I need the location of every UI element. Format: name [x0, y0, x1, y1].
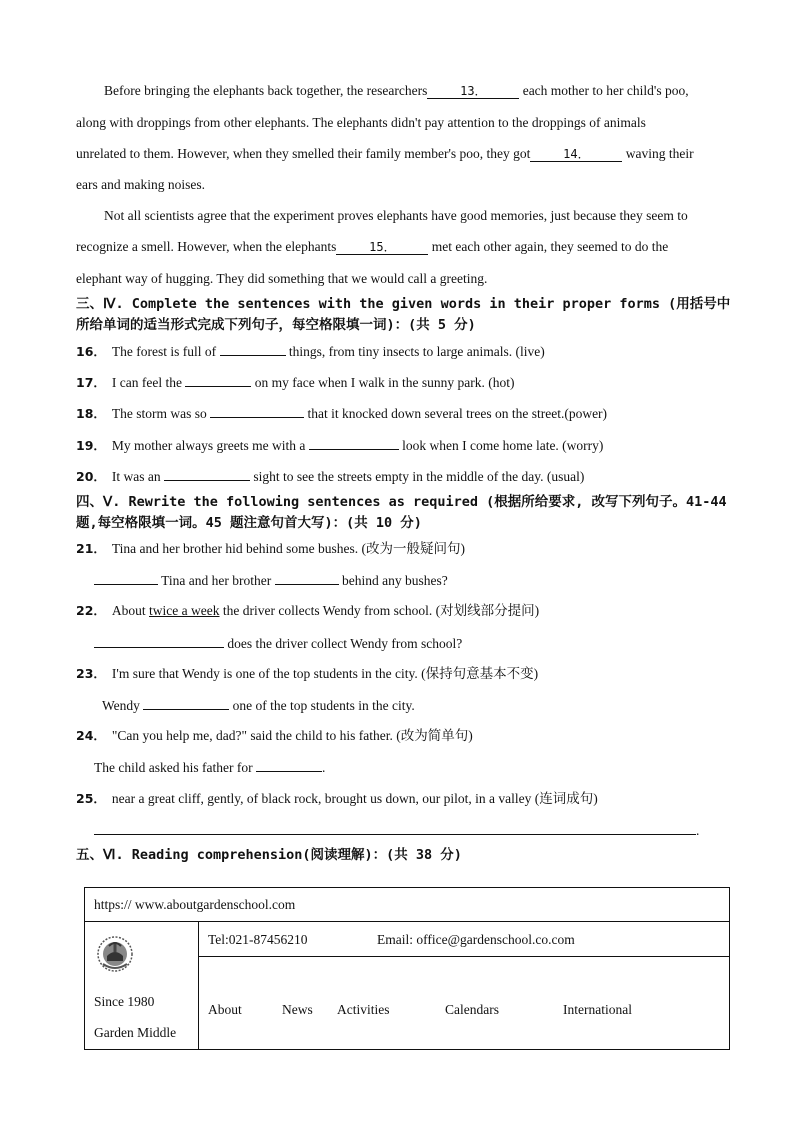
question-text: on my face when I walk in the sunny park. (hot): [254, 375, 515, 390]
question-21: [76, 540, 465, 558]
school-crest-icon: [95, 934, 135, 974]
question-text: that it knocked down several trees on the street.(power): [307, 406, 608, 421]
blank-14: [530, 147, 622, 162]
passage-line: [76, 238, 668, 256]
question-number: 20．: [76, 469, 106, 484]
passage-text: unrelated to them. However, when they smelled their family member's poo, they got: [76, 146, 531, 161]
school-name: Garden Middle: [94, 1025, 177, 1040]
question-number: 18．: [76, 406, 106, 421]
question-text: "Can you help me, dad?" said the child to his father. (改为简单句): [111, 728, 473, 743]
answer-line-24: [94, 758, 325, 777]
answer-text: Wendy: [102, 698, 140, 713]
telephone: Tel:021-87456210: [208, 932, 308, 947]
blank-15: [336, 240, 428, 255]
answer-line-25: [94, 821, 699, 840]
blank-number: 13．: [460, 84, 487, 98]
passage-line: [104, 82, 689, 100]
question-text: The storm was so: [111, 406, 207, 421]
answer-blank[interactable]: [185, 373, 251, 387]
question-number: 24．: [76, 728, 106, 743]
question-text: The forest is full of: [111, 344, 217, 359]
question-22: [76, 602, 539, 620]
question-number: 19．: [76, 438, 106, 453]
answer-line-23: [102, 696, 415, 715]
answer-text: .: [696, 823, 700, 838]
question-17: [76, 373, 515, 392]
passage-text: Before bringing the elephants back together, the researchers: [104, 83, 428, 98]
blank-number: 15．: [369, 240, 396, 254]
nav-international[interactable]: International: [563, 1002, 632, 1017]
passage-text: met each other again, they seemed to do the: [431, 239, 669, 254]
passage-text: each mother to her child's poo,: [522, 83, 689, 98]
underlined-phrase: twice a week: [149, 603, 220, 618]
nav-calendars[interactable]: Calendars: [445, 1002, 499, 1017]
blank-number: 14．: [563, 147, 590, 161]
question-number: 23．: [76, 666, 106, 681]
nav-row: [199, 957, 729, 1049]
answer-text: .: [321, 760, 326, 775]
passage-line: elephant way of hugging. They did something that we would call a greeting.: [76, 271, 488, 286]
question-text: sight to see the streets empty in the middle of the day. (usual): [253, 469, 585, 484]
answer-text: does the driver collect Wendy from school?: [227, 636, 463, 651]
question-text: It was an: [111, 469, 161, 484]
blank-13: [427, 84, 519, 99]
passage-text: recognize a smell. However, when the elephants: [76, 239, 337, 254]
question-text: near a great cliff, gently, of black rock, brought us down, our pilot, in a valley (连词成句): [111, 791, 598, 806]
question-text: About: [111, 603, 150, 618]
passage-text: waving their: [625, 146, 694, 161]
question-23: [76, 665, 538, 683]
nav-about[interactable]: About: [208, 1002, 242, 1017]
question-text: I can feel the: [111, 375, 182, 390]
school-info-cell: [85, 922, 199, 1049]
answer-blank[interactable]: [210, 404, 304, 418]
question-number: 17．: [76, 375, 106, 390]
url-row: [85, 888, 729, 922]
answer-text: one of the top students in the city.: [232, 698, 415, 713]
answer-blank[interactable]: [309, 436, 399, 450]
question-20: [76, 467, 584, 486]
nav-news[interactable]: News: [282, 1002, 313, 1017]
question-text: My mother always greets me with a: [111, 438, 306, 453]
section-4-title: 所给单词的适当形式完成下列句子，每空格限填一词)：(共 5 分): [76, 317, 476, 333]
answer-text: The child asked his father for: [94, 760, 253, 775]
answer-blank[interactable]: [94, 571, 158, 585]
answer-blank[interactable]: [164, 467, 250, 481]
contact-row: [199, 922, 729, 957]
email[interactable]: Email: office@gardenschool.co.com: [377, 932, 575, 947]
answer-text: Tina and her brother: [161, 573, 272, 588]
question-18: [76, 404, 607, 423]
website-url[interactable]: https:// www.aboutgardenschool.com: [94, 897, 296, 912]
question-19: [76, 436, 603, 455]
answer-line-21: [94, 571, 448, 590]
answer-text: behind any bushes?: [342, 573, 448, 588]
passage-line: ears and making noises.: [76, 177, 205, 192]
answer-blank[interactable]: [94, 821, 696, 835]
question-text: look when I come home late. (worry): [402, 438, 604, 453]
answer-blank[interactable]: [143, 696, 229, 710]
nav-activities[interactable]: Activities: [337, 1002, 390, 1017]
question-16: [76, 342, 545, 361]
question-text: the driver collects Wendy from school. (对划线部分提问): [219, 603, 540, 618]
question-number: 25．: [76, 791, 106, 806]
section-4-title: 三、Ⅳ. Complete the sentences with the given words in their proper forms (用括号中: [76, 296, 731, 312]
since-year: Since 1980: [94, 994, 155, 1009]
question-24: [76, 727, 473, 745]
question-text: things, from tiny insects to large animals. (live): [288, 344, 545, 359]
question-number: 22．: [76, 603, 106, 618]
question-25: [76, 790, 598, 808]
answer-blank[interactable]: [275, 571, 339, 585]
section-6-title: 五、Ⅵ. Reading comprehension(阅读理解)：(共 38 分): [76, 847, 462, 863]
question-text: Tina and her brother hid behind some bushes. (改为一般疑问句): [111, 541, 465, 556]
answer-blank[interactable]: [220, 342, 286, 356]
question-text: I'm sure that Wendy is one of the top students in the city. (保持句意基本不变): [111, 666, 539, 681]
question-number: 21．: [76, 541, 106, 556]
passage-line: Not all scientists agree that the experiment proves elephants have good memories, just because they seem to: [104, 208, 688, 223]
question-number: 16．: [76, 344, 106, 359]
passage-line: along with droppings from other elephants. The elephants didn't pay attention to the droppings of animals: [76, 115, 646, 130]
answer-blank[interactable]: [256, 758, 322, 772]
answer-blank[interactable]: [94, 634, 224, 648]
answer-line-22: [94, 634, 462, 653]
section-5-title: 四、Ⅴ. Rewrite the following sentences as required (根据所给要求, 改写下列句子。41-44: [76, 494, 727, 510]
school-website-table: [84, 887, 730, 1050]
section-5-title: 题,每空格限填一词。45 题注意句首大写)：(共 10 分): [76, 515, 422, 531]
passage-line: [76, 145, 694, 163]
